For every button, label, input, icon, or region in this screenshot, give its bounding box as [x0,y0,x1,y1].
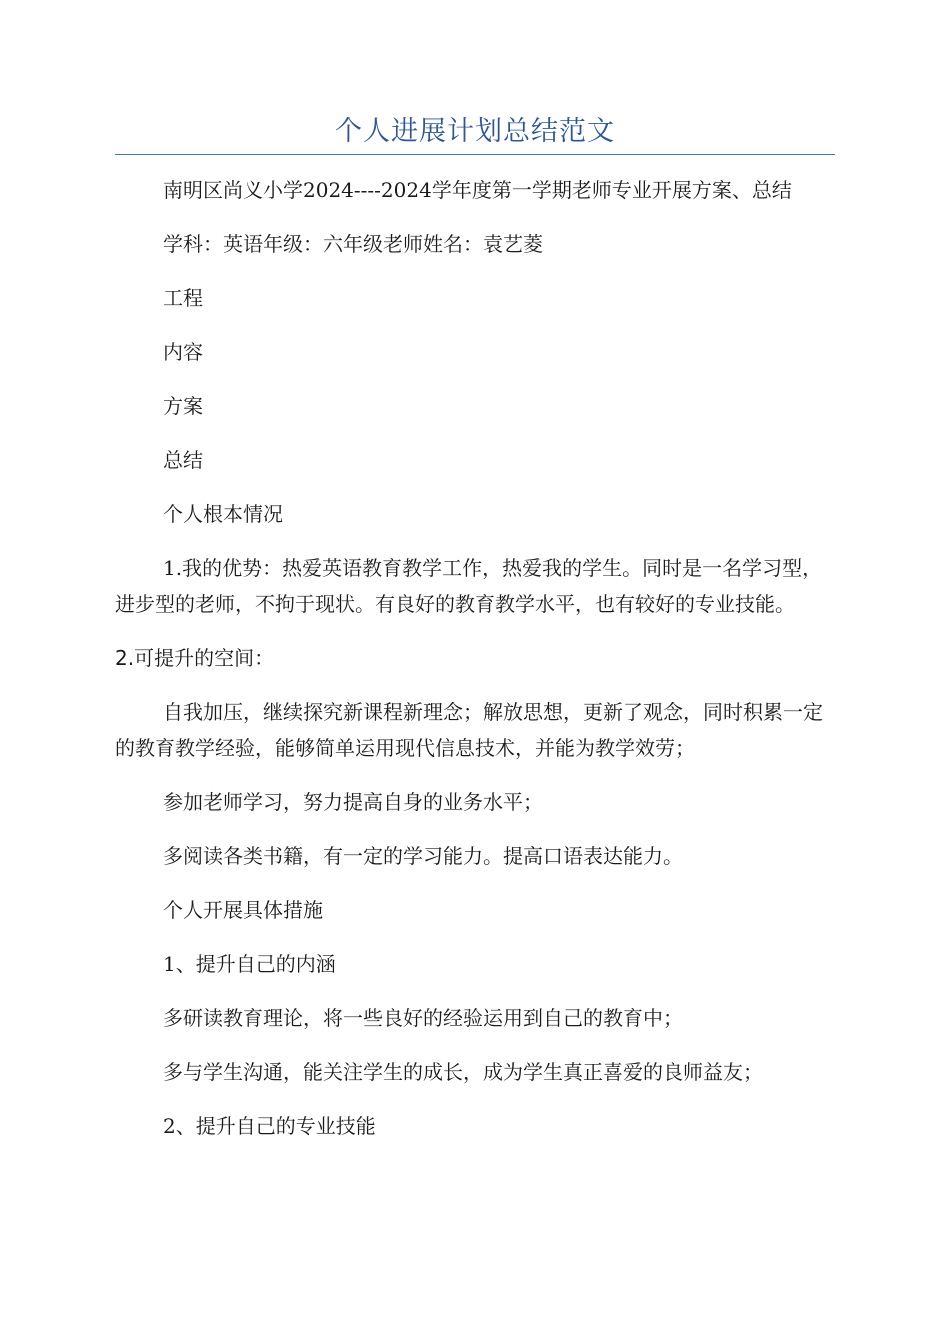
paragraph-student-communication: 多与学生沟通，能关注学生的成长，成为学生真正喜爱的良师益友； [163,1060,763,1084]
paragraph-reading: 多阅读各类书籍，有一定的学习能力。提高口语表达能力。 [163,844,683,868]
paragraph-teacher-info: 学科：英语年级：六年级老师姓名：袁艺菱 [163,232,543,256]
paragraph-item-project: 工程 [163,286,203,310]
section-heading-basic-info: 个人根本情况 [163,502,283,526]
document-body [115,172,835,1162]
paragraph-measure-1: 1、提升自己的内涵 [163,952,336,976]
paragraph-school-plan: 南明区尚义小学2024----2024学年度第一学期老师专业开展方案、总结 [163,178,792,202]
document-title: 个人进展计划总结范文 [335,116,615,147]
paragraph-item-summary: 总结 [163,448,203,472]
title-underline [115,154,835,155]
paragraph-self-pressure: 自我加压，继续探究新课程新理念；解放思想，更新了观念，同时积累一定的教育教学经验，能够简单运用现代信息技术，并能为教学效劳； [115,700,823,760]
section-heading-measures: 个人开展具体措施 [163,898,323,922]
paragraph-item-plan: 方案 [163,394,203,418]
paragraph-strengths: 1.我的优势：热爱英语教育教学工作，热爱我的学生。同时是一名学习型，进步型的老师，不拘于现状。有良好的教育教学水平，也有较好的专业技能。 [115,556,823,616]
paragraph-item-content: 内容 [163,340,203,364]
paragraph-theory-study: 多研读教育理论，将一些良好的经验运用到自己的教育中； [163,1006,683,1030]
paragraph-training: 参加老师学习，努力提高自身的业务水平； [163,790,543,814]
paragraph-measure-2: 2、提升自己的专业技能 [163,1114,376,1138]
paragraph-improvement-heading: 2.可提升的空间： [115,646,275,670]
